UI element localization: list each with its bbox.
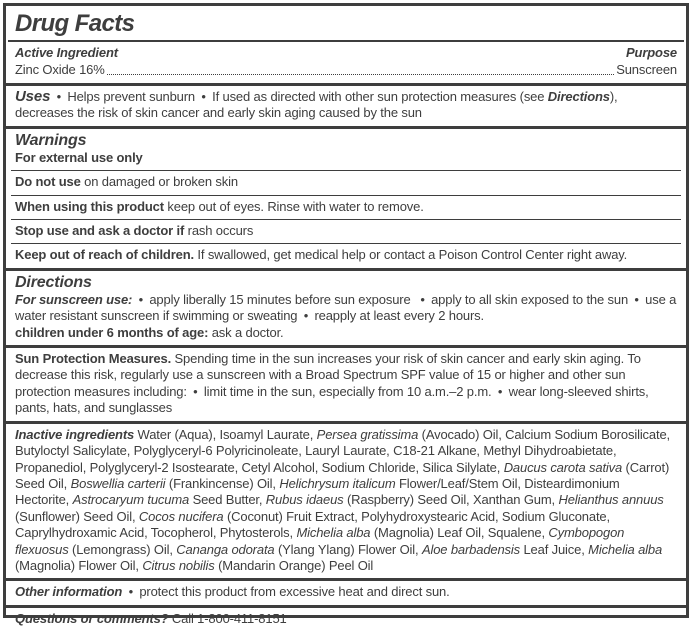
ingredient-row	[6, 61, 686, 83]
title-section	[6, 6, 686, 40]
keep-out-of-reach-text: Keep out of reach of children. If swallowed, get medical help or contact a Poison Control Center right away.	[15, 247, 628, 263]
ingredient-name: Zinc Oxide 16%	[15, 62, 105, 77]
other-information-section	[6, 581, 686, 604]
other-information-text: Other information • protect this product from excessive heat and direct sun.	[15, 584, 450, 600]
warnings-subheading: For external use only	[15, 149, 143, 165]
page-title: Drug Facts	[15, 10, 135, 37]
directions-children-note: children under 6 months of age: ask a doctor.	[15, 324, 284, 340]
when-using-row	[6, 196, 686, 219]
sun-protection-section	[6, 348, 686, 421]
drug-facts-label	[3, 3, 689, 626]
questions-text: Questions or comments? Call 1-800-411-8151	[15, 610, 287, 626]
purpose-value: Sunscreen	[616, 62, 677, 77]
uses-text: Uses • Helps prevent sunburn • If used as directed with other sun protection measures (see Directions), decreases the risk of skin cancer and early skin aging caused by the sun	[15, 88, 618, 121]
warnings-heading: Warnings	[15, 131, 87, 149]
inactive-ingredients-text: Inactive ingredients Water (Aqua), Isoamyl Laurate, Persea gratissima (Avocado) Oil, Calcium Sodium Borosilicate, Butyloctyl Salicylate, Polyglyceryl-6 Polyricinoleate, Lauryl Laurate, C18-21 Alkane, Methyl Dihydroabietate, Propanediol, Polyglyceryl-2 Isostearate, Cetyl Alcohol, Sodium Chloride, Silica Silylate, Daucus carota sativa (Carrot) Seed Oil, Boswellia carterii (Frankincense) Oil, Helichrysum italicum Flower/Leaf/Stem Oil, Disteardimonium Hectorite, Astrocaryum tucuma Seed Butter, Rubus idaeus (Raspberry) Seed Oil, Xanthan Gum, Helianthus annuus (Sunflower) Seed Oil, Cocos nucifera (Coconut) Fruit Extract, Polyhydroxystearic Acid, Sodium Gluconate, Caprylhydroxamic Acid, Tocopherol, Phytosterols, Michelia alba (Magnolia) Leaf Oil, Squalene, Cymbopogon flexuosus (Lemongrass) Oil, Cananga odorata (Ylang Ylang) Flower Oil, Aloe barbadensis Leaf Juice, Michelia alba (Magnolia) Flower Oil, Citrus nobilis (Mandarin Orange) Peel Oil	[15, 426, 670, 573]
directions-section	[6, 271, 686, 345]
do-not-use-row	[6, 171, 686, 194]
uses-section	[6, 86, 686, 126]
directions-text: For sunscreen use: • apply liberally 15 minutes before sun exposure • apply to all skin exposed to the sun • use a water resistant sunscreen if swimming or sweating • reapply at least every 2 hours.	[15, 291, 677, 324]
directions-heading: Directions	[15, 273, 92, 291]
purpose-heading: Purpose	[626, 45, 677, 60]
do-not-use-text: Do not use on damaged or broken skin	[15, 174, 238, 190]
stop-use-row	[6, 220, 686, 243]
stop-use-text: Stop use and ask a doctor if rash occurs	[15, 223, 254, 239]
sun-protection-text: Sun Protection Measures. Spending time in the sun increases your risk of skin cancer and early skin aging. To decrease this risk, regularly use a sunscreen with a Broad Spectrum SPF value of 15 or higher and other sun protection measures including: • limit time in the sun, especially from 10 a.m.–2 p.m. • wear long-sleeved shirts, pants, hats, and sunglasses	[15, 351, 649, 416]
active-ingredient-header-row	[6, 42, 686, 61]
questions-section	[6, 608, 686, 631]
when-using-text: When using this product keep out of eyes. Rinse with water to remove.	[15, 198, 424, 214]
keep-out-of-reach-row	[6, 244, 686, 267]
inactive-ingredients-section	[6, 424, 686, 579]
dot-leader	[107, 74, 615, 75]
warnings-section	[6, 129, 686, 170]
active-ingredient-heading: Active Ingredient	[15, 45, 118, 60]
